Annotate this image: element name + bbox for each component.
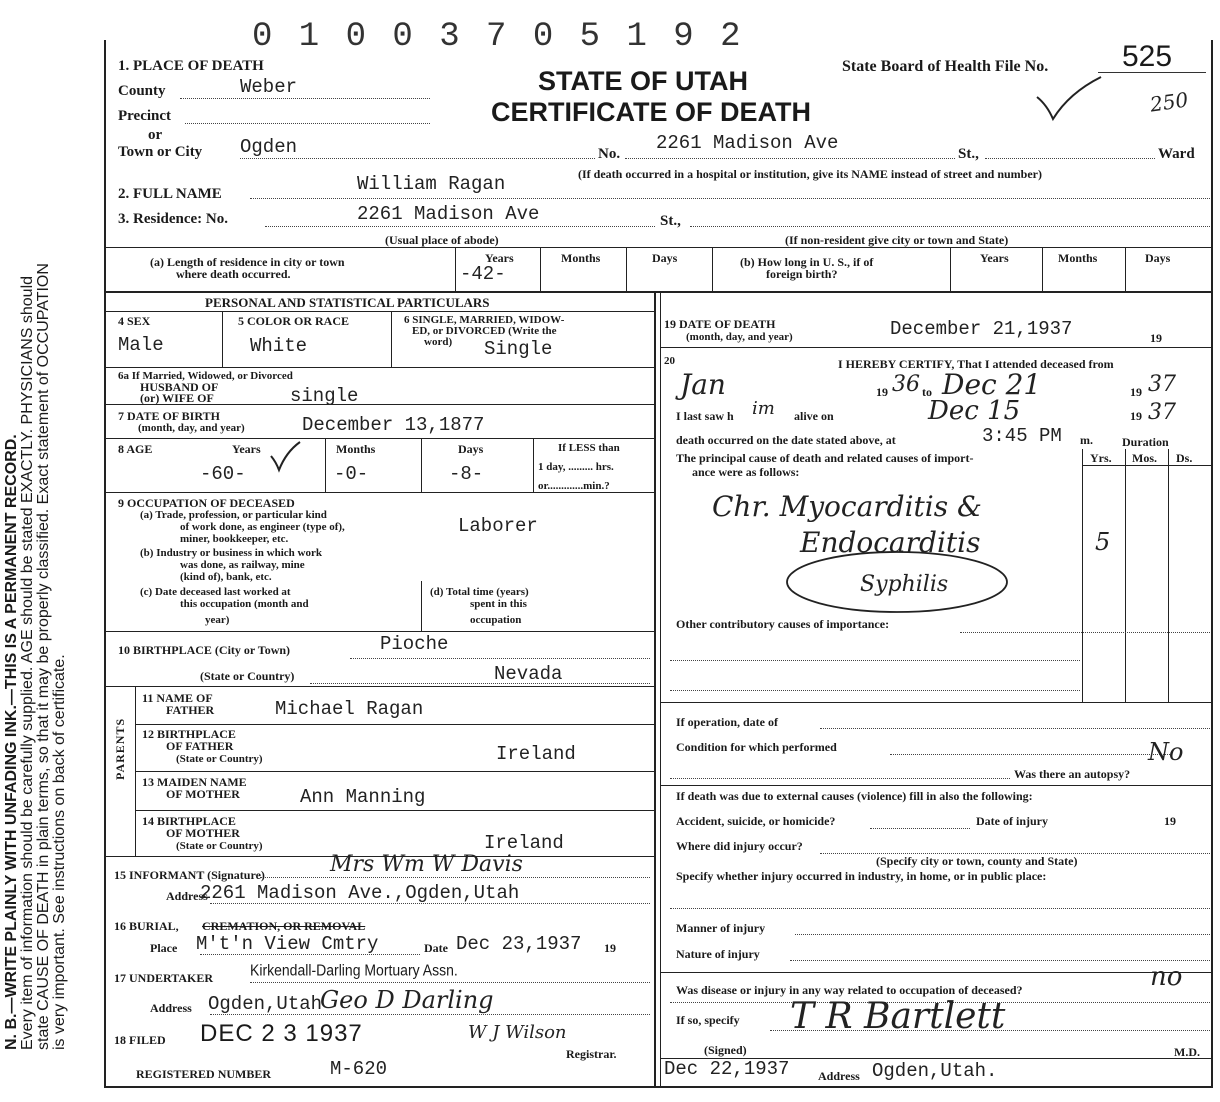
cause-3: Syphilis	[860, 572, 949, 597]
father-value: Michael Ragan	[275, 698, 424, 720]
last-saw-him: im	[752, 398, 775, 419]
mother-bp-label-2: OF MOTHER	[166, 826, 240, 840]
father-label-1: 11 NAME OF	[142, 691, 213, 705]
side-note-line-2: Every item of information should be carefully supplied. AGE should be stated EXACTLY. PHYSICIANS should	[19, 275, 36, 1050]
full-name-label: 2. FULL NAME	[118, 186, 222, 202]
fill-line	[1098, 72, 1206, 73]
other-causes-label: Other contributory causes of importance:	[676, 617, 890, 631]
father-bp-value: Ireland	[496, 743, 576, 765]
undertaker-address: Ogden,Utah	[208, 993, 323, 1015]
fill-line	[260, 877, 650, 878]
mother-bp-label-3: (State or Country)	[176, 840, 263, 852]
fill-line	[960, 632, 1210, 633]
dob-label-2: (month, day, and year)	[138, 422, 245, 434]
mother-label-2: OF MOTHER	[166, 787, 240, 801]
length-label-1: (a) Length of residence in city or town	[150, 255, 345, 269]
rule	[104, 492, 654, 493]
cause-1: Chr. Myocarditis &	[712, 490, 982, 523]
occ-c-3: year)	[205, 614, 230, 626]
informant-label: 15 INFORMANT (Signature)	[114, 868, 265, 882]
injury-date-label: Date of injury	[976, 814, 1048, 828]
spouse-label-2: HUSBAND OF	[140, 380, 219, 394]
y19-label-3: 19	[1130, 409, 1142, 423]
fill-line	[790, 960, 1210, 961]
burial-place-label: Place	[150, 941, 178, 955]
mother-value: Ann Manning	[300, 786, 426, 808]
undertaker-name: Kirkendall-Darling Mortuary Assn.	[250, 961, 458, 979]
rule	[1042, 247, 1043, 291]
attended-to-year: 37	[1148, 372, 1176, 397]
length-label-2: where death occurred.	[176, 267, 291, 281]
fill-line	[670, 778, 1010, 779]
age-days-value: -8-	[449, 463, 484, 485]
rule	[660, 702, 1212, 703]
occ-c-2: this occupation (month and	[180, 598, 309, 610]
father-label-2: FATHER	[166, 703, 215, 717]
occ-a-3: miner, bookkeeper, etc.	[180, 533, 289, 545]
undertaker-address-label: Address	[150, 1001, 192, 1015]
center-divider-inner	[660, 291, 661, 1087]
age-years-value: -60-	[200, 463, 246, 485]
rule	[135, 724, 654, 725]
y19-label-2: 19	[1130, 385, 1142, 399]
mos-label: Mos.	[1132, 451, 1157, 465]
res-years-label: Years	[485, 251, 514, 265]
reg-number: M-620	[330, 1058, 388, 1080]
rule	[104, 367, 654, 368]
fill-line	[890, 754, 1170, 755]
rule	[1125, 449, 1126, 702]
burial-place: M't'n View Cmtry	[196, 933, 379, 955]
last-saw-date: Dec 15	[928, 396, 1021, 426]
registrar-signature: W J Wilson	[468, 1022, 567, 1043]
color-label: 5 COLOR OR RACE	[238, 314, 350, 328]
nature-label: Nature of injury	[676, 947, 760, 961]
y19-label: 19	[876, 385, 888, 399]
m-label: m.	[1080, 433, 1093, 447]
duration-label: Duration	[1122, 435, 1169, 449]
birthplace-state-label: (State or Country)	[200, 669, 295, 683]
injury-suffix: 19	[1164, 814, 1176, 828]
rule	[533, 438, 534, 492]
foreign-years-label: Years	[980, 251, 1009, 265]
spouse-value: single	[290, 385, 359, 407]
side-note-line-3: state CAUSE OF DEATH in plain terms, so that it may be properly classified. Exact statement of OCCUPATION	[35, 263, 52, 1050]
manner-label: Manner of injury	[676, 921, 766, 935]
age-months-value: -0-	[334, 463, 369, 485]
fill-line	[670, 660, 1080, 661]
rule	[540, 247, 541, 291]
fill-line	[670, 908, 1210, 909]
burial-date: Dec 23,1937	[456, 933, 582, 955]
residence-value: 2261 Madison Ave	[357, 203, 540, 225]
occ-b-2: was done, as railway, mine	[180, 559, 305, 571]
birthplace-label: 10 BIRTHPLACE (City or Town)	[118, 643, 291, 657]
occ-a-1: (a) Trade, profession, or particular kind	[140, 509, 327, 521]
informant-address-label: Address	[166, 889, 208, 903]
certificate-title: CERTIFICATE OF DEATH	[491, 97, 811, 127]
rule	[421, 581, 422, 631]
or-label: or	[148, 127, 163, 143]
county-value: Weber	[240, 76, 298, 98]
marital-label-2: ED, or DIVORCED (Write the	[412, 325, 557, 337]
ward-label: Ward	[1158, 146, 1195, 162]
burial-struck-text: CREMATION, OR REMOVAL	[202, 919, 366, 933]
if-less-3: or.............min.?	[538, 480, 610, 492]
age-years-label: Years	[232, 442, 261, 456]
father-bp-label-3: (State or Country)	[176, 753, 263, 765]
item-20-label: 20	[664, 355, 675, 367]
rule	[104, 631, 654, 632]
left-border	[104, 40, 106, 1088]
external-label: If death was due to external causes (violence) fill in also the following:	[676, 789, 1033, 803]
file-number: 525	[1122, 40, 1173, 73]
autopsy-label: Was there an autopsy?	[1014, 767, 1131, 781]
hospital-note: (If death occurred in a hospital or institution, give its NAME instead of street and number)	[578, 167, 1043, 181]
parents-side-label: PARENTS	[113, 717, 127, 780]
autopsy-value: No	[1148, 738, 1184, 766]
center-divider	[654, 291, 656, 1087]
accident-label: Accident, suicide, or homicide?	[676, 814, 836, 828]
rule	[455, 247, 456, 291]
fill-line	[820, 728, 1210, 729]
rule	[1168, 449, 1169, 702]
town-value: Ogden	[240, 136, 298, 158]
county-label: County	[118, 83, 166, 99]
mother-bp-value: Ireland	[484, 832, 564, 854]
side-note-line-4: is very important. See instructions on back of certificate.	[51, 654, 68, 1050]
cause-duration: 5	[1095, 528, 1111, 556]
fill-line	[985, 158, 1155, 159]
attended-from: Jan	[680, 368, 726, 401]
if-less-1: If LESS than	[558, 442, 620, 454]
occ-b-1: (b) Industry or business in which work	[140, 547, 322, 559]
if-less-2: 1 day, ......... hrs.	[538, 461, 614, 473]
physician-address: Ogden,Utah.	[872, 1060, 998, 1082]
residence-st-label: St.,	[660, 213, 681, 229]
occupation-value: Laborer	[458, 515, 538, 537]
burial-date-label: Date	[424, 941, 448, 955]
fill-line	[625, 158, 955, 159]
occ-a-2: of work done, as engineer (type of),	[180, 521, 345, 533]
rule	[104, 311, 654, 312]
sex-label: 4 SEX	[118, 314, 151, 328]
fill-line	[185, 123, 430, 124]
dod-value: December 21,1937	[890, 318, 1073, 340]
rule	[135, 771, 654, 772]
burial-label: 16 BURIAL,	[114, 919, 179, 933]
rule	[391, 311, 392, 367]
burial-date-suffix: 19	[604, 941, 616, 955]
foreign-label-1: (b) How long in U. S., if of	[740, 255, 874, 269]
checkmark-icon	[268, 440, 302, 474]
birthplace-city: Pioche	[380, 633, 449, 655]
spouse-label-1: 6a If Married, Widowed, or Divorced	[118, 370, 293, 382]
informant-signature: Mrs Wm W Davis	[330, 852, 523, 877]
alive-on-label: alive on	[794, 409, 834, 423]
state-title: STATE OF UTAH	[538, 66, 748, 96]
certify-label: I HEREBY CERTIFY, That I attended deceased from	[838, 357, 1114, 371]
informant-address: 2261 Madison Ave.,Ogden,Utah	[200, 882, 520, 904]
to-label: to	[922, 385, 932, 399]
sex-value: Male	[118, 334, 164, 356]
condition-label: Condition for which performed	[676, 740, 837, 754]
rule	[135, 686, 136, 856]
rule	[325, 438, 326, 492]
age-months-label: Months	[336, 442, 376, 456]
filed-date: DEC 2 3 1937	[200, 1020, 363, 1047]
marital-label-1: 6 SINGLE, MARRIED, WIDOW-	[404, 314, 565, 326]
right-border	[1211, 40, 1213, 1088]
street-value: 2261 Madison Ave	[656, 132, 839, 154]
attended-from-year: 36	[892, 372, 920, 397]
bottom-border	[104, 1086, 1212, 1088]
cause-2: Endocarditis	[800, 526, 981, 559]
cause-label-1: The principal cause of death and related causes of import-	[676, 451, 974, 465]
rule	[104, 438, 654, 439]
specify-label: Specify whether injury occurred in industry, in home, or in public place:	[676, 869, 1047, 883]
death-time-label: death occurred on the date stated above, at	[676, 433, 896, 447]
father-bp-label-1: 12 BIRTHPLACE	[142, 727, 236, 741]
margin-note: 250	[1148, 87, 1190, 117]
ds-label: Ds.	[1176, 451, 1193, 465]
nonresident-note: (If non-resident give city or town and State)	[785, 233, 1009, 247]
signed-label: (Signed)	[704, 1043, 747, 1057]
fill-line	[350, 658, 650, 659]
rule	[104, 247, 1212, 248]
age-label: 8 AGE	[118, 442, 153, 456]
dod-suffix: 19	[1150, 331, 1162, 345]
father-bp-label-2: OF FATHER	[166, 739, 234, 753]
rule	[660, 347, 1212, 348]
res-days-label: Days	[652, 251, 678, 265]
dob-value: December 13,1877	[302, 414, 485, 436]
occ-d-1: (d) Total time (years)	[430, 586, 529, 598]
undertaker-signature: Geo D Darling	[320, 986, 494, 1014]
attended-to: Dec 21	[942, 368, 1042, 401]
undertaker-label: 17 UNDERTAKER	[114, 971, 214, 985]
birthplace-state: Nevada	[494, 663, 563, 685]
rule	[660, 972, 1212, 973]
rule	[104, 686, 654, 687]
spouse-label-3: (or) WIFE OF	[140, 391, 214, 405]
filed-label: 18 FILED	[114, 1033, 166, 1047]
rule	[712, 247, 713, 291]
residence-label: 3. Residence: No.	[118, 211, 228, 227]
place-of-death-label: 1. PLACE OF DEATH	[118, 58, 264, 74]
occ-b-3: (kind of), bank, etc.	[180, 571, 272, 583]
rule	[660, 785, 1212, 786]
res-months-label: Months	[561, 251, 601, 265]
foreign-months-label: Months	[1058, 251, 1098, 265]
physician-address-label: Address	[818, 1069, 860, 1083]
rule	[421, 438, 422, 492]
abode-note: (Usual place of abode)	[385, 233, 499, 247]
occ-d-2: spent in this	[470, 598, 527, 610]
file-number-label: State Board of Health File No.	[842, 58, 1049, 75]
dod-label-1: 19 DATE OF DEATH	[664, 317, 776, 331]
mother-label-1: 13 MAIDEN NAME	[142, 775, 247, 789]
physician-signature: T R Bartlett	[790, 996, 1006, 1037]
full-name-value: William Ragan	[357, 173, 506, 195]
md-label: M.D.	[1174, 1045, 1200, 1059]
st-label: St.,	[958, 146, 979, 162]
rule	[950, 247, 951, 291]
death-time: 3:45 PM	[982, 425, 1062, 447]
side-note-line-1: N. B.—WRITE PLAINLY WITH UNFADING INK.—THIS IS A PERMANENT RECORD.	[3, 434, 20, 1050]
yrs-label: Yrs.	[1090, 451, 1112, 465]
fill-line	[870, 828, 970, 829]
fill-line	[240, 158, 595, 159]
fill-line	[690, 226, 1210, 227]
precinct-label: Precinct	[118, 108, 172, 124]
where-label: Where did injury occur?	[676, 839, 803, 853]
fill-line	[265, 226, 655, 227]
cause-label-2: ance were as follows:	[692, 465, 800, 479]
fill-line	[670, 690, 1080, 691]
dod-label-2: (month, day, and year)	[686, 331, 793, 343]
occupational-value: no	[1150, 962, 1183, 992]
side-instructions	[4, 10, 100, 1050]
reg-number-label: REGISTERED NUMBER	[136, 1067, 272, 1081]
foreign-label-2: foreign birth?	[766, 267, 838, 281]
section-title: PERSONAL AND STATISTICAL PARTICULARS	[205, 295, 490, 310]
rule	[104, 291, 1212, 293]
registrar-label: Registrar.	[566, 1047, 617, 1061]
stamp-number: 0 1 0 0 3 7 0 5 1 9 2	[252, 18, 744, 56]
fill-line	[795, 934, 1210, 935]
marital-value: Single	[484, 338, 553, 360]
fill-line	[250, 198, 1210, 199]
mother-bp-label-1: 14 BIRTHPLACE	[142, 814, 236, 828]
rule	[1125, 247, 1126, 291]
occ-c-1: (c) Date deceased last worked at	[140, 586, 291, 598]
rule	[1082, 465, 1212, 466]
occupational-label: Was disease or injury in any way related to occupation of deceased?	[676, 983, 1023, 997]
age-days-label: Days	[458, 442, 484, 456]
dob-label-1: 7 DATE OF BIRTH	[118, 409, 220, 423]
if-so-label: If so, specify	[676, 1013, 740, 1027]
res-years-value: -42-	[460, 263, 506, 285]
fill-line	[310, 683, 650, 684]
no-label: No.	[598, 146, 621, 162]
last-saw-year: 37	[1148, 400, 1176, 425]
checkmark-icon	[1035, 75, 1105, 125]
foreign-days-label: Days	[1145, 251, 1171, 265]
fill-line	[180, 98, 430, 99]
signed-date: Dec 22,1937	[664, 1058, 790, 1080]
rule	[1082, 449, 1083, 702]
occupation-label: 9 OCCUPATION OF DECEASED	[118, 496, 295, 510]
operation-label: If operation, date of	[676, 715, 778, 729]
marital-label-3: word)	[424, 336, 453, 348]
rule	[222, 311, 223, 367]
last-saw-label: I last saw h	[676, 409, 734, 423]
color-value: White	[250, 335, 308, 357]
town-label: Town or City	[118, 144, 203, 160]
where-note: (Specify city or town, county and State)	[876, 854, 1078, 868]
fill-line	[250, 982, 650, 983]
occ-d-3: occupation	[470, 614, 522, 626]
rule	[135, 810, 654, 811]
rule	[626, 247, 627, 291]
